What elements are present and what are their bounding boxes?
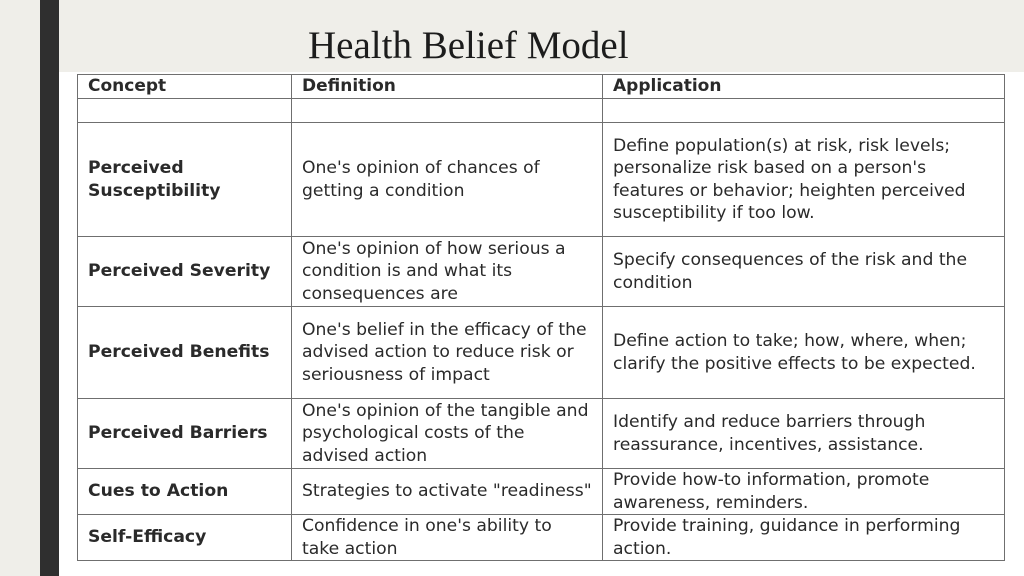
application-cell: Provide training, guidance in performing action. bbox=[603, 515, 1005, 561]
concept-cell: Perceived Severity bbox=[78, 237, 292, 307]
definition-cell: One's opinion of the tangible and psychological costs of the advised action bbox=[292, 399, 603, 469]
application-cell: Specify consequences of the risk and the condition bbox=[603, 237, 1005, 307]
left-accent-bar bbox=[40, 0, 59, 576]
header-application: Application bbox=[603, 75, 1005, 99]
application-cell: Provide how-to information, promote awareness, reminders. bbox=[603, 469, 1005, 515]
table-row bbox=[78, 237, 1005, 307]
concept-cell: Perceived Barriers bbox=[78, 399, 292, 469]
table-row bbox=[78, 515, 1005, 561]
concept-cell: Perceived Benefits bbox=[78, 307, 292, 399]
blank-cell bbox=[292, 99, 603, 123]
table-blank-row bbox=[78, 99, 1005, 123]
health-belief-model-table bbox=[77, 74, 1005, 561]
definition-cell: One's opinion of how serious a condition is and what its consequences are bbox=[292, 237, 603, 307]
application-cell: Define action to take; how, where, when; clarify the positive effects to be expected. bbox=[603, 307, 1005, 399]
table-header-row bbox=[78, 75, 1005, 99]
definition-cell: Confidence in one's ability to take action bbox=[292, 515, 603, 561]
application-cell: Define population(s) at risk, risk levels; personalize risk based on a person's features or behavior; heighten perceived susceptibility if too low. bbox=[603, 123, 1005, 237]
slide-title: Health Belief Model bbox=[308, 24, 629, 67]
table-row bbox=[78, 123, 1005, 237]
header-definition: Definition bbox=[292, 75, 603, 99]
table-row bbox=[78, 469, 1005, 515]
blank-cell bbox=[603, 99, 1005, 123]
definition-cell: One's belief in the efficacy of the advised action to reduce risk or seriousness of impact bbox=[292, 307, 603, 399]
concept-cell: Self-Efficacy bbox=[78, 515, 292, 561]
definition-cell: One's opinion of chances of getting a condition bbox=[292, 123, 603, 237]
concept-cell: Cues to Action bbox=[78, 469, 292, 515]
blank-cell bbox=[78, 99, 292, 123]
definition-cell: Strategies to activate "readiness" bbox=[292, 469, 603, 515]
table-row bbox=[78, 307, 1005, 399]
table-image bbox=[59, 72, 1024, 576]
application-cell: Identify and reduce barriers through reassurance, incentives, assistance. bbox=[603, 399, 1005, 469]
table-row bbox=[78, 399, 1005, 469]
header-concept: Concept bbox=[78, 75, 292, 99]
concept-cell: Perceived Susceptibility bbox=[78, 123, 292, 237]
